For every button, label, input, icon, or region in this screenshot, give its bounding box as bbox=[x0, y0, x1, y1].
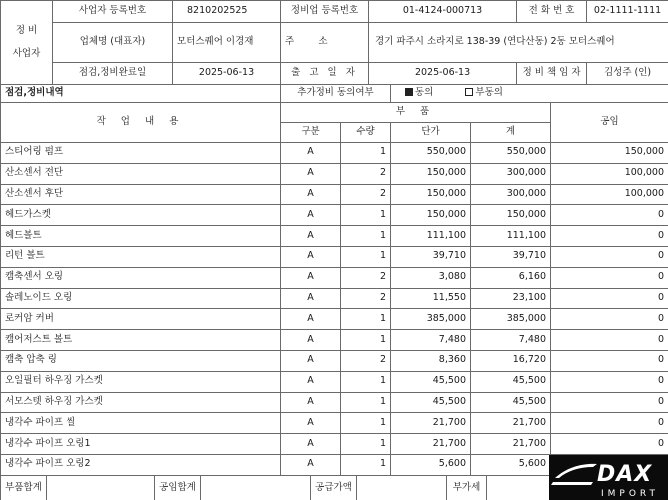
item-qty: 1 bbox=[341, 143, 391, 164]
item-total: 45,500 bbox=[471, 371, 551, 392]
manager-value: 김성주 (인) bbox=[587, 63, 668, 85]
parts-total-label: 부품합계 bbox=[1, 475, 47, 500]
supply-value bbox=[357, 475, 447, 500]
done-date-value: 2025-06-13 bbox=[173, 63, 281, 85]
table-row bbox=[1, 246, 668, 267]
item-labor: 0 bbox=[551, 288, 668, 309]
item-category: A bbox=[281, 226, 341, 247]
item-category: A bbox=[281, 184, 341, 205]
shop-info-table bbox=[0, 0, 668, 85]
labor-total-value bbox=[201, 475, 311, 500]
table-row bbox=[1, 330, 668, 351]
item-total: 45,500 bbox=[471, 392, 551, 413]
item-unit-price: 45,500 bbox=[391, 392, 471, 413]
item-qty: 1 bbox=[341, 226, 391, 247]
item-qty: 1 bbox=[341, 371, 391, 392]
reg-no-value: 8210202525 bbox=[173, 1, 281, 23]
item-labor: 0 bbox=[551, 205, 668, 226]
item-name: 로커암 커버 bbox=[1, 309, 281, 330]
shop-label: 정 비 사업자 bbox=[12, 24, 41, 59]
company-value: 모터스퀘어 이경재 bbox=[173, 23, 281, 63]
item-labor: 0 bbox=[551, 226, 668, 247]
item-category: A bbox=[281, 143, 341, 164]
table-row bbox=[1, 413, 668, 434]
item-unit-price: 7,480 bbox=[391, 330, 471, 351]
table-row bbox=[1, 226, 668, 247]
item-labor: 0 bbox=[551, 371, 668, 392]
item-name: 캠축 압축 링 bbox=[1, 350, 281, 371]
item-unit-price: 45,500 bbox=[391, 371, 471, 392]
item-total: 5,600 bbox=[471, 454, 551, 475]
item-unit-price: 550,000 bbox=[391, 143, 471, 164]
reg-no-label: 사업자 등록번호 bbox=[53, 1, 173, 23]
item-labor: 0 bbox=[551, 246, 668, 267]
item-qty: 2 bbox=[341, 288, 391, 309]
swoosh-icon bbox=[555, 464, 597, 478]
item-labor: 0 bbox=[551, 434, 668, 455]
item-category: A bbox=[281, 246, 341, 267]
dax-import-logo-graphic bbox=[549, 455, 668, 500]
parts-column-header: 부 품 bbox=[281, 103, 551, 123]
labor-column-header: 공임 bbox=[551, 103, 668, 143]
item-total: 39,710 bbox=[471, 246, 551, 267]
table-row bbox=[1, 267, 668, 288]
item-labor: 100,000 bbox=[551, 163, 668, 184]
item-name: 스티어링 펌프 bbox=[1, 143, 281, 164]
item-name: 오일필터 하우징 가스켓 bbox=[1, 371, 281, 392]
item-name: 산소센서 전단 bbox=[1, 163, 281, 184]
qty-column-header: 수량 bbox=[341, 123, 391, 143]
item-category: A bbox=[281, 434, 341, 455]
item-qty: 2 bbox=[341, 163, 391, 184]
item-unit-price: 150,000 bbox=[391, 205, 471, 226]
repair-items-table bbox=[0, 84, 668, 476]
item-name: 헤드볼트 bbox=[1, 226, 281, 247]
logo-text: DAX bbox=[597, 462, 653, 487]
item-category: A bbox=[281, 350, 341, 371]
agree-checkbox[interactable] bbox=[405, 88, 413, 96]
item-labor: 0 bbox=[551, 392, 668, 413]
parts-total-value bbox=[47, 475, 155, 500]
item-labor: 0 bbox=[551, 413, 668, 434]
work-column-header: 작 업 내 용 bbox=[1, 103, 281, 143]
item-labor: 0 bbox=[551, 267, 668, 288]
item-unit-price: 150,000 bbox=[391, 163, 471, 184]
release-label: 출 고 일 자 bbox=[281, 63, 369, 85]
item-name: 냉각수 파이프 오링2 bbox=[1, 454, 281, 475]
release-date-value: 2025-06-13 bbox=[369, 63, 517, 85]
item-total: 23,100 bbox=[471, 288, 551, 309]
table-row bbox=[1, 309, 668, 330]
item-unit-price: 21,700 bbox=[391, 434, 471, 455]
item-category: A bbox=[281, 330, 341, 351]
item-labor: 150,000 bbox=[551, 143, 668, 164]
item-qty: 2 bbox=[341, 267, 391, 288]
item-category: A bbox=[281, 454, 341, 475]
item-category: A bbox=[281, 413, 341, 434]
shop-reg-value: 01-4124-000713 bbox=[369, 1, 517, 23]
item-labor: 0 bbox=[551, 330, 668, 351]
category-column-header: 구분 bbox=[281, 123, 341, 143]
table-row bbox=[1, 184, 668, 205]
item-labor: 0 bbox=[551, 309, 668, 330]
item-name: 솔레노이드 오링 bbox=[1, 288, 281, 309]
item-unit-price: 8,360 bbox=[391, 350, 471, 371]
table-row bbox=[1, 371, 668, 392]
item-category: A bbox=[281, 205, 341, 226]
table-row bbox=[1, 288, 668, 309]
unit-price-column-header: 단가 bbox=[391, 123, 471, 143]
item-total: 300,000 bbox=[471, 184, 551, 205]
dax-import-logo bbox=[549, 455, 668, 500]
item-qty: 1 bbox=[341, 330, 391, 351]
item-unit-price: 11,550 bbox=[391, 288, 471, 309]
item-name: 냉각수 파이프 씰 bbox=[1, 413, 281, 434]
item-unit-price: 385,000 bbox=[391, 309, 471, 330]
item-category: A bbox=[281, 163, 341, 184]
item-qty: 1 bbox=[341, 392, 391, 413]
item-qty: 2 bbox=[341, 184, 391, 205]
item-name: 캠어저스트 볼트 bbox=[1, 330, 281, 351]
agree-label: 동의 bbox=[415, 87, 434, 99]
item-total: 550,000 bbox=[471, 143, 551, 164]
item-unit-price: 111,100 bbox=[391, 226, 471, 247]
supply-label: 공급가액 bbox=[311, 475, 357, 500]
item-unit-price: 3,080 bbox=[391, 267, 471, 288]
table-row bbox=[1, 205, 668, 226]
vat-label: 부가세 bbox=[447, 475, 487, 500]
disagree-checkbox[interactable] bbox=[465, 88, 473, 96]
item-total: 385,000 bbox=[471, 309, 551, 330]
table-row bbox=[1, 143, 668, 164]
item-labor: 0 bbox=[551, 350, 668, 371]
item-qty: 1 bbox=[341, 413, 391, 434]
history-label: 점검,정비내역 bbox=[1, 85, 281, 103]
item-qty: 2 bbox=[341, 350, 391, 371]
table-row bbox=[1, 434, 668, 455]
vat-value bbox=[487, 475, 557, 500]
item-category: A bbox=[281, 392, 341, 413]
company-label: 업체명 (대표자) bbox=[53, 23, 173, 63]
item-qty: 1 bbox=[341, 246, 391, 267]
item-name: 냉각수 파이프 오링1 bbox=[1, 434, 281, 455]
shop-section-label bbox=[1, 1, 53, 85]
addr-value: 경기 파주시 소라지로 138-39 (연다산동) 2동 모터스퀘어 bbox=[369, 23, 668, 63]
item-unit-price: 39,710 bbox=[391, 246, 471, 267]
item-name: 캠축센서 오링 bbox=[1, 267, 281, 288]
item-labor: 100,000 bbox=[551, 184, 668, 205]
item-name: 산소센서 후단 bbox=[1, 184, 281, 205]
item-qty: 1 bbox=[341, 309, 391, 330]
consent-label: 추가정비 동의여부 bbox=[281, 85, 391, 103]
item-category: A bbox=[281, 267, 341, 288]
item-name: 헤드가스켓 bbox=[1, 205, 281, 226]
item-qty: 1 bbox=[341, 454, 391, 475]
item-category: A bbox=[281, 309, 341, 330]
item-total: 21,700 bbox=[471, 434, 551, 455]
item-name: 서모스텟 하우징 가스켓 bbox=[1, 392, 281, 413]
item-unit-price: 5,600 bbox=[391, 454, 471, 475]
item-total: 16,720 bbox=[471, 350, 551, 371]
speed-line-icon bbox=[551, 482, 593, 485]
item-total: 7,480 bbox=[471, 330, 551, 351]
consent-options bbox=[391, 85, 668, 103]
labor-total-label: 공임합계 bbox=[155, 475, 201, 500]
disagree-label: 부동의 bbox=[475, 87, 503, 99]
item-qty: 1 bbox=[341, 205, 391, 226]
tel-value: 02-1111-1111 bbox=[587, 1, 668, 23]
item-qty: 1 bbox=[341, 434, 391, 455]
item-category: A bbox=[281, 371, 341, 392]
manager-label: 정 비 책 임 자 bbox=[517, 63, 587, 85]
item-total: 150,000 bbox=[471, 205, 551, 226]
item-total: 111,100 bbox=[471, 226, 551, 247]
addr-label: 주 소 bbox=[281, 23, 369, 63]
table-row bbox=[1, 350, 668, 371]
table-row bbox=[1, 392, 668, 413]
item-unit-price: 21,700 bbox=[391, 413, 471, 434]
item-unit-price: 150,000 bbox=[391, 184, 471, 205]
item-category: A bbox=[281, 288, 341, 309]
done-date-label: 점검,정비완료일 bbox=[53, 63, 173, 85]
item-total: 6,160 bbox=[471, 267, 551, 288]
logo-subtext: IMPORT bbox=[601, 489, 660, 499]
tel-label: 전 화 번 호 bbox=[517, 1, 587, 23]
total-column-header: 계 bbox=[471, 123, 551, 143]
item-total: 300,000 bbox=[471, 163, 551, 184]
shop-reg-label: 정비업 등록번호 bbox=[281, 1, 369, 23]
table-row bbox=[1, 163, 668, 184]
item-name: 리턴 볼트 bbox=[1, 246, 281, 267]
item-total: 21,700 bbox=[471, 413, 551, 434]
